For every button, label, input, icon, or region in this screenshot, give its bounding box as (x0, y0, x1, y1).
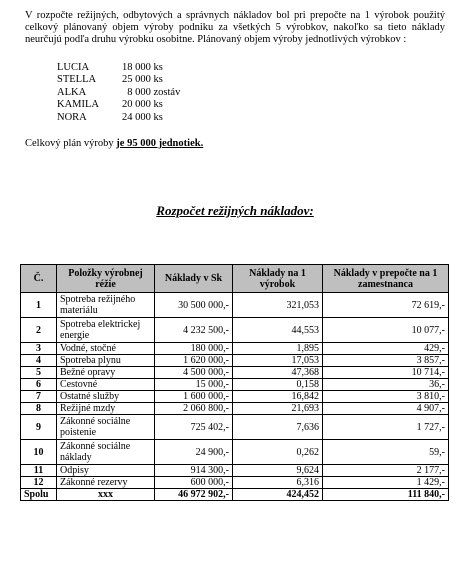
table-row (21, 440, 449, 465)
summary-total: je 95 000 jednotiek. (116, 138, 204, 149)
table-row (21, 415, 449, 440)
product-row (57, 62, 192, 74)
product-row (57, 112, 192, 124)
total-cost-per-employee: 111 840,- (323, 489, 449, 501)
item-name: Zákonné sociálne náklady (57, 440, 155, 465)
row-number: 7 (21, 391, 57, 403)
overhead-budget-table (20, 264, 449, 501)
product-name: ALKA (57, 86, 87, 98)
cost-per-product: 44,553 (233, 318, 323, 343)
header-cell: Č. (21, 265, 57, 293)
row-number: 9 (21, 415, 57, 440)
item-name: Vodné, stočné (57, 343, 155, 355)
cost-sk: 4 232 500,- (155, 318, 233, 343)
table-row (21, 318, 449, 343)
table-row (21, 465, 449, 477)
item-name: Režijné mzdy (57, 403, 155, 415)
table-row (21, 367, 449, 379)
row-number: 3 (21, 343, 57, 355)
table-row (21, 391, 449, 403)
cost-per-employee: 2 177,- (323, 465, 449, 477)
cost-per-product: 0,158 (233, 379, 323, 391)
cost-per-product: 17,053 (233, 355, 323, 367)
summary-prefix: Celkový plán výroby (25, 138, 117, 149)
cost-sk: 1 600 000,- (155, 391, 233, 403)
total-label: Spolu (21, 489, 57, 501)
row-number: 8 (21, 403, 57, 415)
table-row (21, 403, 449, 415)
header-cell: Náklady v Sk (155, 265, 233, 293)
cost-sk: 4 500 000,- (155, 367, 233, 379)
total-cost-per-product: 424,452 (233, 489, 323, 501)
total-cost-sk: 46 972 902,- (155, 489, 233, 501)
cost-per-employee: 1 727,- (323, 415, 449, 440)
product-name: NORA (57, 111, 87, 123)
cost-per-employee: 36,- (323, 379, 449, 391)
product-row (57, 87, 192, 99)
table-row (21, 379, 449, 391)
cost-per-employee: 72 619,- (323, 293, 449, 318)
product-name: LUCIA (57, 62, 90, 73)
row-number: 5 (21, 367, 57, 379)
cost-sk: 2 060 800,- (155, 403, 233, 415)
production-summary (25, 138, 203, 149)
product-list (57, 62, 192, 124)
cost-per-product: 7,636 (233, 415, 323, 440)
table-row (21, 355, 449, 367)
header-cell: Náklady v prepočte na 1 zamestnanca (323, 265, 449, 293)
row-number: 12 (21, 477, 57, 489)
cost-per-product: 321,053 (233, 293, 323, 318)
cost-sk: 15 000,- (155, 379, 233, 391)
item-name: Spotreba plynu (57, 355, 155, 367)
row-number: 10 (21, 440, 57, 465)
cost-per-product: 9,624 (233, 465, 323, 477)
cost-sk: 600 000,- (155, 477, 233, 489)
product-quantity: 25 000 ks (122, 74, 163, 86)
row-number: 11 (21, 465, 57, 477)
cost-per-employee: 4 907,- (323, 403, 449, 415)
row-number: 4 (21, 355, 57, 367)
cost-per-product: 1,895 (233, 343, 323, 355)
product-row (57, 99, 192, 111)
item-name: Odpisy (57, 465, 155, 477)
cost-sk: 24 900,- (155, 440, 233, 465)
item-name: Spotreba režijného materiálu (57, 293, 155, 318)
cost-per-product: 21,693 (233, 403, 323, 415)
product-quantity: 18 000 ks (122, 62, 163, 73)
cost-per-employee: 10 077,- (323, 318, 449, 343)
cost-per-product: 47,368 (233, 367, 323, 379)
product-name: STELLA (57, 74, 97, 86)
item-name: Zákonné rezervy (57, 477, 155, 489)
cost-per-employee: 3 810,- (323, 391, 449, 403)
cost-per-product: 6,316 (233, 477, 323, 489)
row-number: 6 (21, 379, 57, 391)
header-cell: Náklady na 1 výrobok (233, 265, 323, 293)
cost-sk: 725 402,- (155, 415, 233, 440)
item-name: Ostatné služby (57, 391, 155, 403)
product-quantity: 24 000 ks (122, 111, 163, 123)
table-header-row (21, 265, 449, 293)
cost-sk: 1 620 000,- (155, 355, 233, 367)
cost-per-employee: 429,- (323, 343, 449, 355)
table-row (21, 477, 449, 489)
row-number: 1 (21, 293, 57, 318)
product-row (57, 74, 192, 86)
total-row (21, 489, 449, 501)
product-quantity: 8 000 zostáv (122, 86, 181, 98)
cost-sk: 180 000,- (155, 343, 233, 355)
cost-per-employee: 10 714,- (323, 367, 449, 379)
cost-per-employee: 1 429,- (323, 477, 449, 489)
cost-per-product: 0,262 (233, 440, 323, 465)
row-number: 2 (21, 318, 57, 343)
cost-per-product: 16,842 (233, 391, 323, 403)
item-name: Zákonné sociálne poistenie (57, 415, 155, 440)
table-row (21, 343, 449, 355)
header-cell: Položky výrobnej réžie (57, 265, 155, 293)
product-name: KAMILA (57, 99, 99, 111)
cost-sk: 30 500 000,- (155, 293, 233, 318)
total-placeholder: xxx (57, 489, 155, 501)
table-title: Rozpočet režijných nákladov: (156, 203, 314, 218)
cost-per-employee: 59,- (323, 440, 449, 465)
item-name: Cestovné (57, 379, 155, 391)
item-name: Spotreba elektrickej energie (57, 318, 155, 343)
item-name: Bežné opravy (57, 367, 155, 379)
product-quantity: 20 000 ks (122, 99, 163, 111)
intro-paragraph: V rozpočte režijných, odbytových a správnych nákladov bol pri prepočte na 1 výrobok použitý celkový plánovaný objem výroby podniku za všetkých 5 výrobkov, nakoľko sa tieto náklady neurčujú podľa druhu výrobku osobitne. Plánovaný objem výroby jednotlivých výrobkov : (25, 10, 445, 45)
cost-per-employee: 3 857,- (323, 355, 449, 367)
table-row (21, 293, 449, 318)
cost-sk: 914 300,- (155, 465, 233, 477)
